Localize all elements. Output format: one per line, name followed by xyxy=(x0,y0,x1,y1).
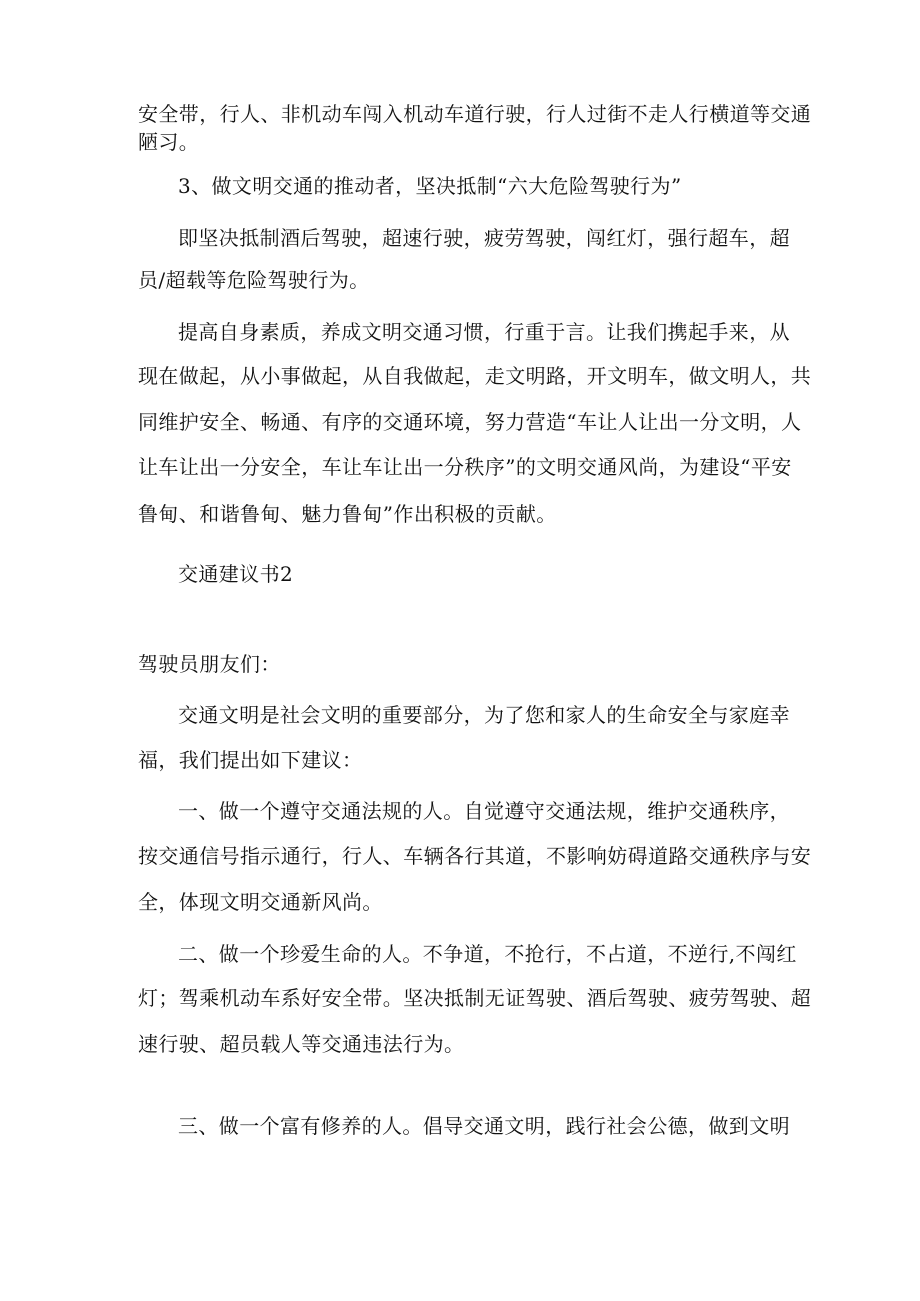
text-line-18: 二、做一个珍爱生命的人。不争道，不抢行，不占道，不逆行,不闯红 xyxy=(178,942,797,966)
text-line-9: 让车让出一分安全，车让车让出一分秩序”的文明交通风尚，为建设“平安 xyxy=(138,455,792,479)
text-line-13: 交通文明是社会文明的重要部分，为了您和家人的生命安全与家庭幸 xyxy=(178,703,790,727)
text-line-19: 灯；驾乘机动车系好安全带。坚决抵制无证驾驶、酒后驾驶、疲劳驾驶、超 xyxy=(138,986,812,1010)
text-line-1: 安全带，行人、非机动车闯入机动车道行驶，行人过街不走人行横道等交通 xyxy=(138,102,812,126)
text-line-20: 速行驶、超员载人等交通违法行为。 xyxy=(138,1032,465,1056)
text-line-8: 同维护安全、畅通、有序的交通环境，努力营造“车让人让出一分文明，人 xyxy=(138,410,802,434)
salutation: 驾驶员朋友们： xyxy=(138,652,281,676)
text-line-2: 陋习。 xyxy=(138,130,200,154)
text-line-4: 即坚决抵制酒后驾驶，超速行驶，疲劳驾驶，闯红灯，强行超车，超 xyxy=(178,226,790,250)
text-line-21: 三、做一个富有修养的人。倡导交通文明，践行社会公德，做到文明 xyxy=(178,1114,790,1138)
document-subtitle: 交通建议书2 xyxy=(178,562,294,586)
text-line-15: 一、做一个遵守交通法规的人。自觉遵守交通法规，维护交通秩序， xyxy=(178,799,790,823)
text-line-6: 提高自身素质，养成文明交通习惯，行重于言。让我们携起手来，从 xyxy=(178,320,790,344)
text-line-5: 员/超载等危险驾驶行为。 xyxy=(138,268,370,292)
text-line-10: 鲁甸、和谐鲁甸、魅力鲁甸”作出积极的贡献。 xyxy=(138,502,557,526)
text-line-17: 全，体现文明交通新风尚。 xyxy=(138,890,383,914)
section-heading-3: 3、做文明交通的推动者，坚决抵制“六大危险驾驶行为” xyxy=(178,174,682,198)
text-line-16: 按交通信号指示通行，行人、车辆各行其道，不影响妨碍道路交通秩序与安 xyxy=(138,844,812,868)
text-line-7: 现在做起，从小事做起，从自我做起，走文明路，开文明车，做文明人，共 xyxy=(138,364,812,388)
text-line-14: 福，我们提出如下建议： xyxy=(138,748,363,772)
